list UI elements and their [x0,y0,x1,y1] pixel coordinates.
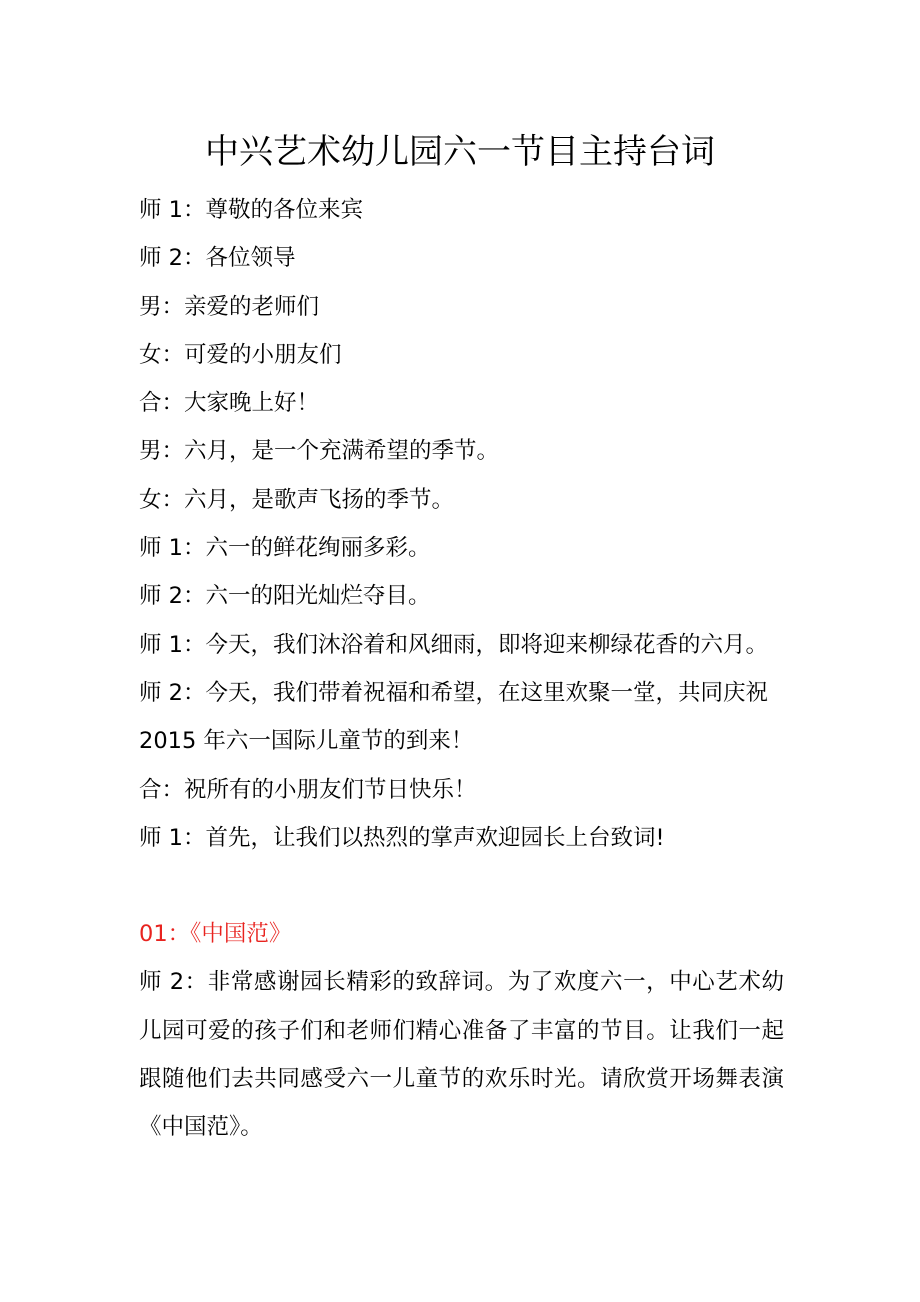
document-title: 中兴艺术幼儿园六一节目主持台词 [205,132,715,172]
script-line: 女：六月，是歌声飞扬的季节。 [139,486,455,513]
script-line: 合：祝所有的小朋友们节日快乐！ [139,776,477,803]
script-line: 男：六月，是一个充满希望的季节。 [139,438,500,465]
script-line: 师 1：尊敬的各位来宾 [139,197,363,223]
section-spacer [139,862,784,910]
script-line: 师 1：首先，让我们以热烈的掌声欢迎园长上台致词! [139,824,665,851]
document-body [139,186,784,1152]
section-paragraph: 师 2：非常感谢园长精彩的致辞词。为了欢度六一，中心艺术幼儿园可爱的孩子们和老师们精心准备了丰富的节目。让我们一起跟随他们去共同感受六一儿童节的欢乐时光。请欣赏开场舞表演《中国范》。 [139,969,784,1141]
script-line: 男：亲爱的老师们 [139,293,320,320]
script-line: 师 1：今天，我们沐浴着和风细雨，即将迎来柳绿花香的六月。 [139,631,768,658]
script-line: 合：大家晚上好！ [139,390,320,417]
script-line: 师 1：六一的鲜花绚丽多彩。 [139,535,431,562]
script-line: 女：可爱的小朋友们 [139,341,342,368]
script-line: 师 2：六一的阳光灿烂夺目。 [139,583,431,610]
script-line: 师 2：各位领导 [139,245,296,272]
script-line: 师 2：今天，我们带着祝福和希望，在这里欢聚一堂，共同庆祝 [139,679,768,706]
script-line: 2015 年六一国际儿童节的到来！ [139,728,474,755]
section-heading: 01：《中国范》 [139,921,292,948]
